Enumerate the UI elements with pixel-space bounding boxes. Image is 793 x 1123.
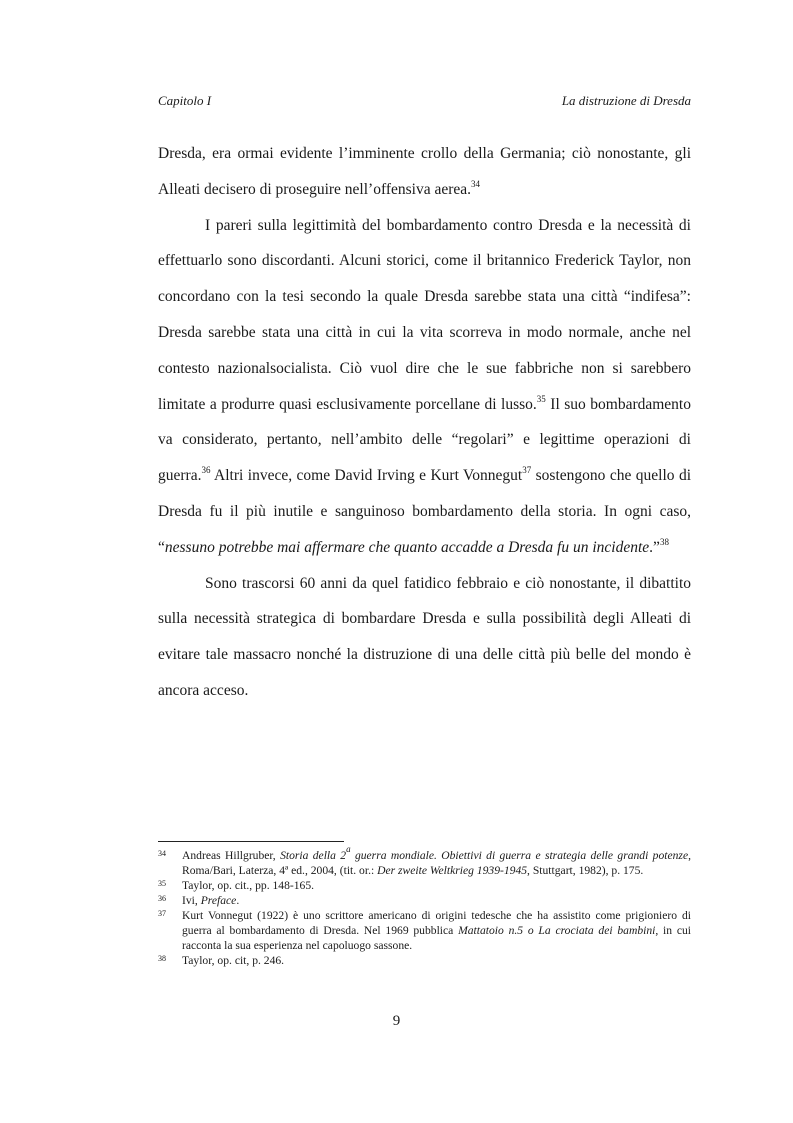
paragraph-3-text: Sono trascorsi 60 anni da quel fatidico febbraio e ciò nonostante, il dibattito sulla necessità strategica di bombardare Dresda e sulla possibilità degli Alleati di evitare tale massacro nonché la distruzione di una delle città più belle del mondo è ancora acceso. [158,574,691,699]
footnote-ref-36[interactable]: 36 [201,465,211,476]
footnote-ref-37[interactable]: 37 [522,465,532,476]
running-header [158,93,691,113]
section-title: La distruzione di Dresda [561,93,691,108]
paragraph-2 [158,208,691,566]
footnote-35 [158,878,691,893]
footnote-ref-34[interactable]: 34 [471,178,481,189]
footnote-author: Andreas Hillgruber, [182,849,281,862]
footnote-number: 34 [158,849,166,858]
footnote-tail: , Stuttgart, 1982), p. 175. [527,864,644,877]
footnote-title-part-1: Storia della 2 [280,849,347,862]
footnotes [158,844,691,968]
footnote-38 [158,953,691,968]
footnote-text [182,908,691,953]
footnote-34 [158,844,691,878]
footnote-text [182,844,691,878]
paragraph-2-quote: nessuno potrebbe mai affermare che quanto accadde a Dresda fu un incidente [164,538,650,556]
footnote-number: 36 [158,894,166,903]
paragraph-2-text-1: I pareri sulla legittimità del bombardamento contro Dresda e la necessità di effettuarlo sono discordanti. Alcuni storici, come il britannico Frederick Taylor, non concordano con la tesi secondo la quale Dresda sarebbe stata una città “indifesa”: Dresda sarebbe stata una città in cui la vita scorreva in modo normale, anche nel contesto nazionalsocialista. Ciò vuol dire che le sue fabbriche non si sarebbero limitate a produrre quasi esclusivamente porcellane di lusso. [158,216,691,413]
main-text [158,136,691,709]
footnote-36 [158,893,691,908]
footnote-title-part-2: guerra mondiale. Obiettivi di guerra e strategia delle grandi potenze [350,849,689,862]
footnote-text [182,893,691,908]
footnote-preface: Preface [200,894,237,907]
footnote-37 [158,908,691,953]
page-number: 9 [392,1013,401,1029]
footnote-separator [158,841,344,842]
footnote-number: 35 [158,879,166,888]
paragraph-2-text-3: Altri invece, come David Irving e Kurt Vonnegut [210,467,523,485]
footnote-ref-38[interactable]: 38 [659,536,669,547]
paragraph-2-text-5: .” [649,538,660,556]
chapter-label: Capitolo I [158,93,212,108]
footnote-period: . [236,894,240,907]
footnote-text: Taylor, op. cit, p. 246. [182,954,285,967]
footnote-number: 38 [158,954,166,963]
footnote-number: 37 [158,909,166,918]
paragraph-1 [158,136,691,208]
footnote-vonnegut-bio: Kurt Vonnegut (1922) è uno scrittore americano di origini tedesche che ha assistito come prigioniero di guerra al bombardamento di Dresda. Nel 1969 pubblica [182,909,691,937]
footnote-vonnegut-tail: , in cui racconta la sua esperienza nel capoluogo sassone. [182,924,691,952]
footnote-text: Taylor, op. cit., pp. 148-165. [182,879,315,892]
footnote-original-title: Der zweite Weltkrieg 1939-1945 [377,864,528,877]
footnote-ref-35[interactable]: 35 [536,393,546,404]
footnote-publisher: , Roma/Bari, Laterza, 4ª ed., 2004, (tit. or.: [182,849,691,877]
footnote-title-ordinal: a [346,844,351,854]
paragraph-1-text: Dresda, era ormai evidente l’imminente crollo della Germania; ciò nonostante, gli Alleati decisero di proseguire nell’offensiva aerea. [158,145,691,198]
footnote-ivi: Ivi, [182,894,201,907]
footnote-title [280,844,689,862]
paragraph-2-text-2: Il suo bombardamento va considerato, pertanto, nell’ambito delle “regolari” e legittime operazioni di guerra. [158,395,691,485]
footnote-book-title: Mattatoio n.5 o La crociata dei bambini [458,924,656,937]
paragraph-2-text-4: sostengono che quello di Dresda fu il più inutile e sanguinoso bombardamento della storia. In ogni caso, “ [158,467,691,556]
paragraph-3 [158,566,691,709]
